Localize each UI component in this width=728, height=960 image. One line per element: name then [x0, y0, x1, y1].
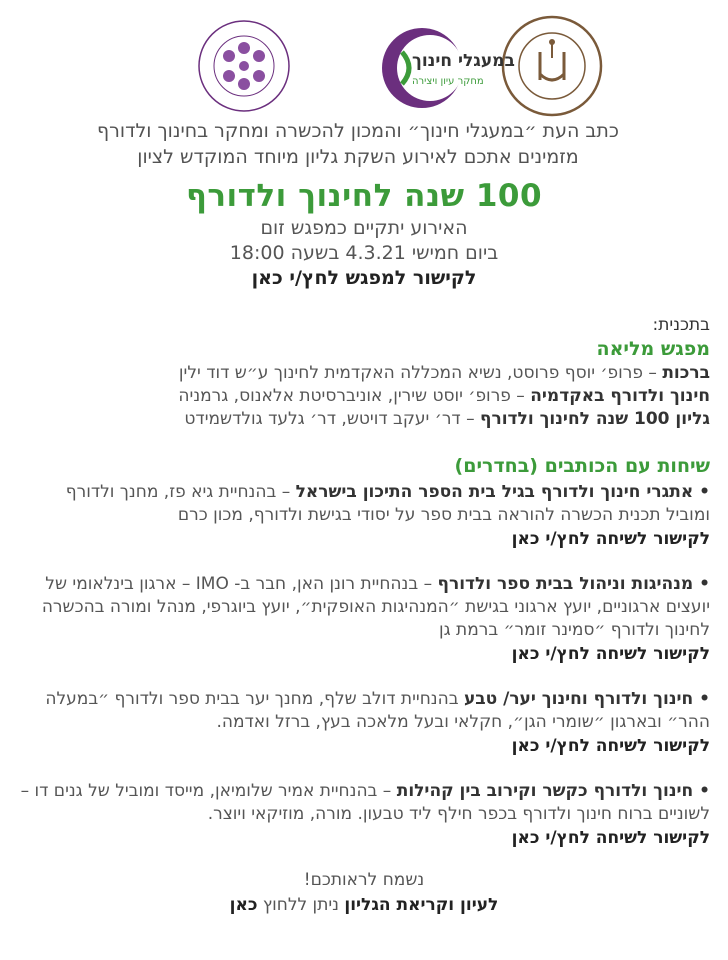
talk-item — [20, 481, 710, 551]
talk-item — [20, 780, 710, 850]
zoom-line-1: האירוע יתקיים כמפגש זום — [260, 217, 468, 239]
talk-description: – בהנחיית גיא פז, מחנך ולדורף ומוביל תכנית הכשרה להוראה בבית ספר על יסודי בגישת ולדורף, מכון כרם — [65, 482, 710, 525]
talk-title: • מנהיגות וניהול בבית ספר ולדורף — [437, 574, 710, 594]
talk-description: בהנחיית דולב שלף, מחנך יער בבית ספר ולדורף ״במעלה ההר״ ובארגון ״שומרי הגן״, חקלאי ובעל מלאכה בעץ, ברזל ואדמה. — [45, 689, 710, 732]
bemaagalei-chinuch-logo — [304, 22, 515, 114]
zoom-date-time: ביום חמישי 4.3.21 בשעה 18:00 — [229, 242, 499, 264]
logo-bar — [0, 14, 728, 114]
read-issue-link[interactable]: כאן — [229, 895, 258, 915]
plenary-item-text: – דר׳ יעקב דויטש, דר׳ גלעד גולדשמידט — [184, 409, 480, 429]
plenary-item — [20, 362, 710, 385]
talk-description: – בהנחיית אמיר שלומיאן, מייסד ומוביל של גנים דו – לשוניים ברוח חינוך ולדורף בכפר חילף ליד טבעון. מורה, מוזיקאי ויוצר. — [20, 781, 710, 824]
program-label: בתכנית: — [652, 315, 710, 335]
rooms-title: שיחות עם הכותבים (בחדרים) — [454, 455, 710, 477]
talk-title: • חינוך ולדורף וחינוך יער/ טבע — [463, 689, 710, 709]
plenary-item-bold: גליון 100 שנה לחינוך ולדורף — [480, 409, 710, 429]
intro-line-1: כתב העת ״במעגלי חינוך״ והמכון להכשרה ומחקר בחינוך ולדורף — [97, 120, 619, 142]
plenary-item — [20, 408, 710, 431]
svg-text:במעגלי חינוך: במעגלי חינוך — [412, 51, 515, 71]
talk-title: • אתגרי חינוך ולדורף בגיל בית הספר התיכון בישראל — [295, 482, 710, 502]
zoom-info — [0, 216, 728, 291]
plenary-title: מפגש מליאה — [596, 338, 710, 360]
talk-title: • חינוך ולדורף כקשר וקירוב בין קהילות — [396, 781, 710, 801]
plenary-item-text: – פרופ׳ יוסט שירין, אוניברסיטת אלאנוס, גרמניה — [178, 386, 531, 406]
plenary-item-bold: ברכות — [662, 363, 710, 383]
talk-link[interactable]: לקישור לשיחה לחץ/י כאן — [511, 644, 710, 664]
talk-item — [20, 688, 710, 758]
program-section — [20, 314, 710, 850]
closing — [0, 868, 728, 918]
event-title: 100 שנה לחינוך ולדורף — [185, 178, 543, 214]
read-issue-label: לעיון וקריאת הגליון — [344, 895, 499, 915]
zoom-meeting-link[interactable]: לקישור למפגש לחץ/י כאן — [251, 267, 477, 289]
talk-link[interactable]: לקישור לשיחה לחץ/י כאן — [511, 736, 710, 756]
waldorf-institute-logo — [196, 18, 292, 114]
plenary-item-bold: חינוך ולדורף באקדמיה — [530, 386, 710, 406]
svg-text:מחקר עיון ויצירה: מחקר עיון ויצירה — [412, 76, 484, 87]
intro-line-2: מזמינים אתכם לאירוע השקת גליון מיוחד המוקדש לציון — [137, 146, 579, 168]
talk-link[interactable]: לקישור לשיחה לחץ/י כאן — [511, 828, 710, 848]
talk-description: – בנהחיית רונן האן, חבר ב- IMO – ארגון בינלאומי של יועצים ארגוניים, יועץ ארגוני בגישת ״המנהיגות האופקית״, יועץ ביוגרפי, מנהל ומורה בהכשרה לחינוך ולדורף ״סמינר זומר״ ברמת גן — [41, 574, 710, 640]
plenary-item-text: – פרופ׳ יוסף פרוסט, נשיא המכללה האקדמית לחינוך ע״ש דוד ילין — [178, 363, 663, 383]
david-yellin-college-logo — [500, 14, 604, 118]
talk-item — [20, 573, 710, 666]
invitation-intro — [48, 118, 668, 170]
talk-link[interactable]: לקישור לשיחה לחץ/י כאן — [511, 529, 710, 549]
plenary-item — [20, 385, 710, 408]
closing-greeting: נשמח לראותכם! — [303, 870, 425, 890]
read-issue-text: ניתן ללחוץ — [257, 895, 345, 915]
closing-read-line — [0, 893, 728, 918]
